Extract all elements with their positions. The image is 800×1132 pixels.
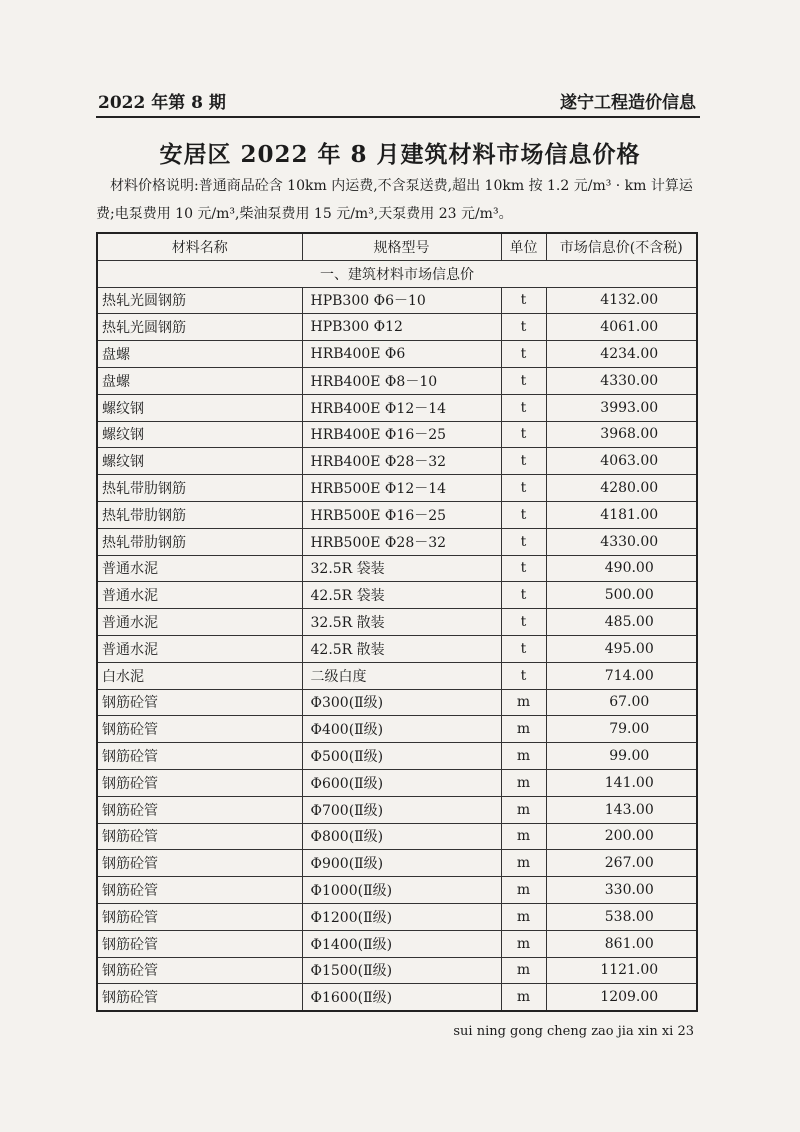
table-row	[97, 448, 697, 475]
cell-spec: Φ800(Ⅱ级)	[302, 823, 501, 850]
cell-spec: HRB400E Φ6	[302, 341, 501, 368]
table-row	[97, 475, 697, 502]
table-row	[97, 769, 697, 796]
cell-spec: Φ400(Ⅱ级)	[302, 716, 501, 743]
cell-price: 495.00	[546, 635, 697, 662]
cell-material-name: 热轧光圆钢筋	[97, 287, 302, 314]
cell-spec: 42.5R 袋装	[302, 582, 501, 609]
cell-spec: 32.5R 袋装	[302, 555, 501, 582]
issue-label: 2022 年第 8 期	[98, 93, 226, 113]
cell-price: 4132.00	[546, 287, 697, 314]
cell-unit: t	[501, 662, 546, 689]
table-row	[97, 635, 697, 662]
cell-material-name: 普通水泥	[97, 635, 302, 662]
cell-price: 714.00	[546, 662, 697, 689]
cell-unit: t	[501, 528, 546, 555]
price-note: 材料价格说明:普通商品砼含 10km 内运费,不含泵送费,超出 10km 按 1.2 元/m³ · km 计算运费;电泵费用 10 元/m³,柴油泵费用 15 元/m³,天泵费用 23 元/m³。	[96, 178, 693, 222]
cell-material-name: 螺纹钢	[97, 394, 302, 421]
cell-material-name: 钢筋砼管	[97, 716, 302, 743]
cell-price: 141.00	[546, 769, 697, 796]
table-row	[97, 716, 697, 743]
table-row	[97, 287, 697, 314]
cell-spec: HPB300 Φ12	[302, 314, 501, 341]
cell-price: 500.00	[546, 582, 697, 609]
cell-unit: t	[501, 582, 546, 609]
cell-unit: t	[501, 475, 546, 502]
cell-material-name: 热轧带肋钢筋	[97, 475, 302, 502]
cell-unit: m	[501, 903, 546, 930]
cell-price: 3993.00	[546, 394, 697, 421]
table-row	[97, 367, 697, 394]
cell-unit: m	[501, 689, 546, 716]
table-row	[97, 796, 697, 823]
cell-unit: m	[501, 930, 546, 957]
cell-spec: Φ300(Ⅱ级)	[302, 689, 501, 716]
cell-price: 4330.00	[546, 528, 697, 555]
cell-unit: t	[501, 555, 546, 582]
cell-price: 1209.00	[546, 984, 697, 1011]
cell-unit: t	[501, 314, 546, 341]
header-divider	[96, 116, 700, 118]
cell-material-name: 钢筋砼管	[97, 957, 302, 984]
cell-material-name: 钢筋砼管	[97, 743, 302, 770]
table-row	[97, 957, 697, 984]
table-row	[97, 394, 697, 421]
page-title: 安居区 2022 年 8 月建筑材料市场信息价格	[159, 141, 641, 168]
cell-spec: Φ1500(Ⅱ级)	[302, 957, 501, 984]
cell-material-name: 钢筋砼管	[97, 930, 302, 957]
cell-price: 330.00	[546, 877, 697, 904]
table-row	[97, 341, 697, 368]
cell-unit: m	[501, 796, 546, 823]
cell-spec: 42.5R 散装	[302, 635, 501, 662]
cell-price: 4330.00	[546, 367, 697, 394]
publication-name: 遂宁工程造价信息	[560, 93, 696, 113]
cell-material-name: 钢筋砼管	[97, 850, 302, 877]
cell-spec: Φ700(Ⅱ级)	[302, 796, 501, 823]
table-row	[97, 903, 697, 930]
cell-unit: t	[501, 501, 546, 528]
table-row	[97, 528, 697, 555]
cell-spec: Φ600(Ⅱ级)	[302, 769, 501, 796]
table-row	[97, 662, 697, 689]
table-row	[97, 743, 697, 770]
cell-spec: 32.5R 散装	[302, 609, 501, 636]
cell-price: 99.00	[546, 743, 697, 770]
cell-price: 3968.00	[546, 421, 697, 448]
cell-unit: m	[501, 769, 546, 796]
table-row	[97, 930, 697, 957]
cell-spec: HPB300 Φ6－10	[302, 287, 501, 314]
cell-material-name: 普通水泥	[97, 609, 302, 636]
cell-unit: t	[501, 609, 546, 636]
cell-material-name: 钢筋砼管	[97, 823, 302, 850]
table-row	[97, 555, 697, 582]
cell-spec: HRB400E Φ12－14	[302, 394, 501, 421]
cell-material-name: 盘螺	[97, 367, 302, 394]
table-row	[97, 850, 697, 877]
cell-price: 1121.00	[546, 957, 697, 984]
cell-unit: m	[501, 957, 546, 984]
cell-unit: t	[501, 448, 546, 475]
cell-material-name: 普通水泥	[97, 555, 302, 582]
cell-unit: t	[501, 367, 546, 394]
table-row	[97, 689, 697, 716]
column-header-name: 材料名称	[97, 233, 302, 260]
cell-spec: HRB500E Φ16－25	[302, 501, 501, 528]
table-row	[97, 609, 697, 636]
cell-unit: t	[501, 394, 546, 421]
cell-material-name: 钢筋砼管	[97, 689, 302, 716]
cell-spec: HRB400E Φ8－10	[302, 367, 501, 394]
cell-price: 143.00	[546, 796, 697, 823]
cell-material-name: 热轧光圆钢筋	[97, 314, 302, 341]
cell-material-name: 热轧带肋钢筋	[97, 501, 302, 528]
cell-spec: 二级白度	[302, 662, 501, 689]
column-header-price: 市场信息价(不含税)	[546, 233, 697, 260]
section-title: 一、建筑材料市场信息价	[97, 260, 697, 287]
cell-material-name: 普通水泥	[97, 582, 302, 609]
cell-price: 267.00	[546, 850, 697, 877]
cell-price: 4063.00	[546, 448, 697, 475]
cell-price: 79.00	[546, 716, 697, 743]
price-table	[96, 232, 698, 1012]
cell-unit: t	[501, 341, 546, 368]
cell-material-name: 钢筋砼管	[97, 984, 302, 1011]
cell-price: 485.00	[546, 609, 697, 636]
cell-material-name: 热轧带肋钢筋	[97, 528, 302, 555]
cell-price: 200.00	[546, 823, 697, 850]
cell-unit: t	[501, 421, 546, 448]
cell-spec: Φ1000(Ⅱ级)	[302, 877, 501, 904]
cell-spec: Φ1200(Ⅱ级)	[302, 903, 501, 930]
cell-unit: m	[501, 743, 546, 770]
cell-material-name: 螺纹钢	[97, 448, 302, 475]
table-header-row	[97, 233, 697, 260]
cell-material-name: 钢筋砼管	[97, 796, 302, 823]
table-row	[97, 877, 697, 904]
cell-material-name: 钢筋砼管	[97, 769, 302, 796]
cell-price: 4280.00	[546, 475, 697, 502]
column-header-unit: 单位	[501, 233, 546, 260]
cell-spec: Φ1600(Ⅱ级)	[302, 984, 501, 1011]
cell-material-name: 钢筋砼管	[97, 877, 302, 904]
column-header-spec: 规格型号	[302, 233, 501, 260]
cell-price: 4234.00	[546, 341, 697, 368]
cell-spec: Φ500(Ⅱ级)	[302, 743, 501, 770]
cell-unit: m	[501, 823, 546, 850]
cell-material-name: 白水泥	[97, 662, 302, 689]
cell-material-name: 螺纹钢	[97, 421, 302, 448]
cell-unit: m	[501, 984, 546, 1011]
cell-price: 861.00	[546, 930, 697, 957]
cell-price: 4061.00	[546, 314, 697, 341]
cell-unit: t	[501, 635, 546, 662]
cell-price: 4181.00	[546, 501, 697, 528]
table-row	[97, 582, 697, 609]
cell-spec: HRB400E Φ28－32	[302, 448, 501, 475]
cell-spec: Φ900(Ⅱ级)	[302, 850, 501, 877]
table-row	[97, 501, 697, 528]
cell-spec: Φ1400(Ⅱ级)	[302, 930, 501, 957]
table-row	[97, 984, 697, 1011]
cell-price: 490.00	[546, 555, 697, 582]
table-row	[97, 314, 697, 341]
table-row	[97, 421, 697, 448]
table-row	[97, 823, 697, 850]
section-row	[97, 260, 697, 287]
cell-spec: HRB500E Φ28－32	[302, 528, 501, 555]
cell-spec: HRB500E Φ12－14	[302, 475, 501, 502]
cell-unit: t	[501, 287, 546, 314]
cell-material-name: 钢筋砼管	[97, 903, 302, 930]
table-body	[97, 260, 697, 1011]
cell-unit: m	[501, 850, 546, 877]
cell-unit: m	[501, 877, 546, 904]
page-footer: sui ning gong cheng zao jia xin xi 23	[453, 1024, 694, 1039]
cell-price: 538.00	[546, 903, 697, 930]
cell-spec: HRB400E Φ16－25	[302, 421, 501, 448]
cell-unit: m	[501, 716, 546, 743]
cell-material-name: 盘螺	[97, 341, 302, 368]
cell-price: 67.00	[546, 689, 697, 716]
